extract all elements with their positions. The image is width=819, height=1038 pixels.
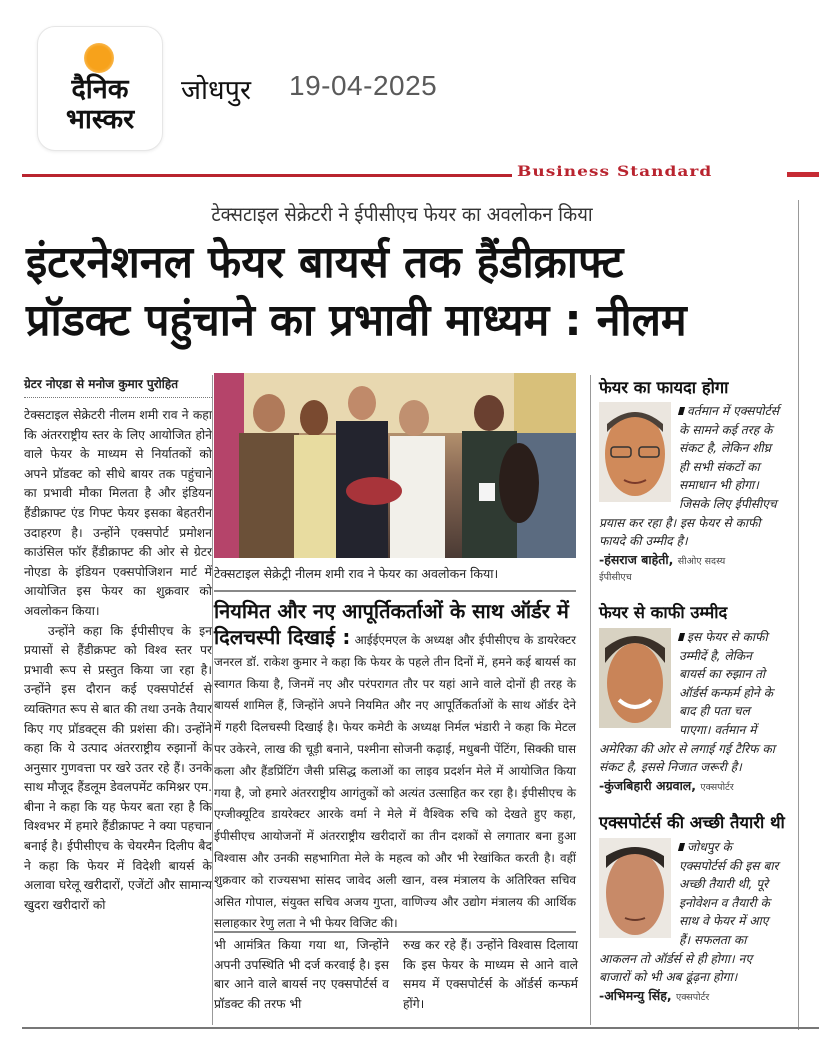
center-article-body — [214, 627, 576, 935]
edition-city: जोधपुर — [181, 75, 252, 106]
bullet-icon — [678, 633, 685, 641]
quote-author — [599, 988, 709, 1003]
column-divider — [798, 200, 799, 1030]
quote-text: इस फेयर से काफी उम्मीदें है, लेकिन बायर्स का रुझान तो ऑर्डर्स कन्फर्म होने के बाद ही पता चल पाएगा। वर्तमान में अमेरिका की ओर से लगाई गई टैरिफ का संकट है, इससे निजात जरूरी है। — [599, 630, 775, 775]
author-role: एक्सपोर्टर — [700, 781, 734, 793]
author-name: -कुंजबिहारी अग्रवाल, — [599, 777, 697, 793]
bullet-icon — [678, 407, 685, 415]
sun-icon — [84, 43, 114, 73]
quote-author — [599, 552, 725, 567]
masthead-text: Business Standard — [517, 164, 713, 180]
quote-text: वर्तमान में एक्सपोर्टर्स के सामने कई तरह के संकट है, लेकिन शीघ्र ही सभी संकटों का समाधान भी होगा। जिसके लिए ईपीसीएच प्रयास कर रहा है। इस फेयर से काफी फायदे की उम्मीद है। — [599, 404, 779, 549]
byline: ग्रेटर नोएडा से मनोज कुमार पुरोहित — [24, 377, 179, 391]
bullet-icon — [678, 843, 685, 851]
continued-column-a: भी आमंत्रित किया गया था, जिन्होंने अपनी उपस्थिति भी दर्ज करवाई है। इस बार आने वाले बायर्स नए एक्सपोर्टर्स व प्रॉडक्ट की तरफ भी — [214, 938, 389, 1011]
event-photo-graphic — [214, 373, 576, 558]
sidebar-heading: फेयर का फायदा होगा — [599, 378, 729, 397]
article-column-1 — [24, 406, 212, 915]
author-name: -अभिमन्यु सिंह, — [599, 987, 672, 1003]
logo-text-line1: दैनिक — [71, 74, 129, 105]
headline-line2: प्रॉडक्ट पहुंचाने का प्रभावी माध्यम : नीलम — [26, 295, 687, 346]
masthead-rule — [22, 174, 512, 177]
quote-author — [599, 778, 734, 793]
center-body-text: आईईएमएल के अध्यक्ष और ईपीसीएच के डायरेक्टर जनरल डॉ. राकेश कुमार ने कहा कि फेयर के पहले तीन दिनों में, हमने कई बायर्स का स्वागत किया है, जिनमें नए और परंपरागत तौर पर यहां आने वाले दोनों ही तरह के बायर्स शामिल हैं, जिन्होंने अपने नियमित और नए आपूर्तिकर्ताओं के साथ ऑर्डर देने में गहरी दिलचस्पी दिखाई है। फेयर कमेटी के अध्यक्ष निर्मल भंडारी ने कहा कि मेटल पर उकेरने, लाख की चूड़ी बनाने, पश्मीना सोजनी कढ़ाई, मधुबनी पेंटिंग, सिक्की घास कला और हैंडप्रिंटिंग जैसी प्रसिद्ध कलाओं का लाइव प्रदर्शन मेले में आयोजित किया गया है, जो हमारे अंतरराष्ट्रीय आगंतुकों को अत्यंत उत्साहित कर रहा है। ईपीसीएच के एग्जीक्यूटिव डायरेक्टर आरके वर्मा ने मेले में वैश्विक रुचि को देखते हुए कहा, ईपीसीएच आयोजनों में अंतरराष्ट्रीय खरीदारों का तीन दशकों से लगातार बना हुआ विश्वास और उनकी सहभागिता मेले के महत्व को और भी रेखांकित करती है। वहीं शुक्रवार को राज्यसभा सांसद जावेद अली खान, वस्त्र मंत्रालय के अतिरिक्त सचिव असित गोपाल, संयुक्त सचिव अजय गुप्ता, वाणिज्य और उद्योग मंत्रालय की आर्थिक सलाहकार रेणु लता ने भी फेयर विजिट की। — [214, 633, 576, 931]
caption-divider — [214, 590, 576, 592]
continued-column-b: रुख कर रहे हैं। उन्होंने विश्वास दिलाया कि इस फेयर के माध्यम से आने वाले समय में एक्सपोर्टर्स के ऑर्डर्स कन्फर्म होंगे। — [403, 938, 578, 1011]
bottom-rule — [22, 1027, 819, 1029]
sidebar-heading: फेयर से काफी उम्मीद — [599, 603, 728, 622]
kicker: टेक्सटाइल सेक्रेटरी ने ईपीसीएच फेयर का अवलोकन किया — [211, 202, 593, 226]
dainik-bhaskar-logo[interactable] — [37, 26, 163, 151]
author-role: सीओए सदस्य — [677, 555, 726, 567]
center-divider — [214, 931, 576, 933]
paragraph: उन्होंने कहा कि ईपीसीएच के इन प्रयासों से हैंडीक्रफ्ट को विश्व स्तर पर प्रभावी रूप से प्रस्तुत किया जा रहा है। उन्होंने इस दौरान कई एक्सपोर्टर्स से व्यक्तिगत रूप से बात की तथा उनके तैयार किए गए प्रॉडक्ट्स की प्रशंसा की। उन्होंने कहा कि ये उत्पाद अंतरराष्ट्रीय रुझानों के अनुसार गुणवत्ता पर खरे उतर रहे हैं। उनके साथ मौजूद हैंडलूम डेवलपमेंट कमिश्नर एम. बीना ने कहा कि यह फेयर बता रहा है कि विश्वभर में हमारे हैंडीक्राफ्ट ने क्या पहचान बनाई है। ईपीसीएच के चेयरमैन दिलीप बैद ने कहा कि फेयर में विदेशी बायर्स के अलावा घरेलू खरीदारों, एजेंटों और सामान्य खुदरा खरीदारों को — [24, 623, 212, 912]
masthead-rule-right — [787, 172, 819, 177]
paragraph: टेक्सटाइल सेक्रेटरी नीलम शमी राव ने कहा कि अंतरराष्ट्रीय स्तर के लिए आयोजित होने वाले फेयर के माध्यम से निर्यातकों को अपने प्रॉडक्ट को सीधे बायर तक पहुंचाने का प्रभावी मौका मिलता है और इंडियन हैंडीक्राफ्ट एंड गिफ्ट फेयर इसका बेहतरीन उदाहरण है। उन्होंने एक्सपोर्ट प्रमोशन काउंसिल फॉर हैंडीक्राफ्ट की ओर से ग्रेटर नोएडा के इंडियन एक्सपोजिशन मार्ट में आयोजित इस फेयर का शुक्रवार को अवलोकन किया। — [24, 408, 212, 618]
sidebar-quote — [599, 838, 779, 1007]
edition-date: 19-04-2025 — [289, 70, 438, 101]
subheading-lead: दिलचस्पी दिखाई : — [214, 625, 351, 649]
byline-divider — [24, 397, 212, 398]
photo-caption: टेक्सटाइल सेक्रेट्री नीलम शमी राव ने फेयर का अवलोकन किया। — [214, 566, 499, 581]
sidebar-quote — [599, 628, 779, 797]
logo-text-line2: भास्कर — [65, 104, 135, 135]
author-org: ईपीसीएच — [599, 572, 632, 584]
author-name: -हंसराज बाहेती, — [599, 551, 674, 567]
sidebar-quote — [599, 402, 779, 584]
column-divider — [212, 375, 213, 1025]
column-divider — [590, 375, 591, 1025]
event-photo — [214, 373, 576, 558]
author-role: एक्सपोर्टर — [675, 991, 710, 1003]
quote-text: जोधपुर के एक्सपोर्टर्स की इस बार अच्छी तैयारी थी, पूरे इनोवेशन व तैयारी के साथ वे फेयर में आए हैं। सफलता का आकलन तो ऑर्डर्स से ही होगा। नए बाजारों को भी अब ढूंढ़ना होगा। — [599, 840, 779, 985]
headline-line1: इंटरनेशनल फेयर बायर्स तक हैंडीक्राफ्ट — [26, 237, 624, 288]
sidebar-heading: एक्सपोर्टर्स की अच्छी तैयारी थी — [599, 813, 785, 832]
subheading: नियमित और नए आपूर्तिकर्ताओं के साथ ऑर्डर में — [214, 599, 569, 623]
newspaper-clipping — [22, 164, 819, 1038]
